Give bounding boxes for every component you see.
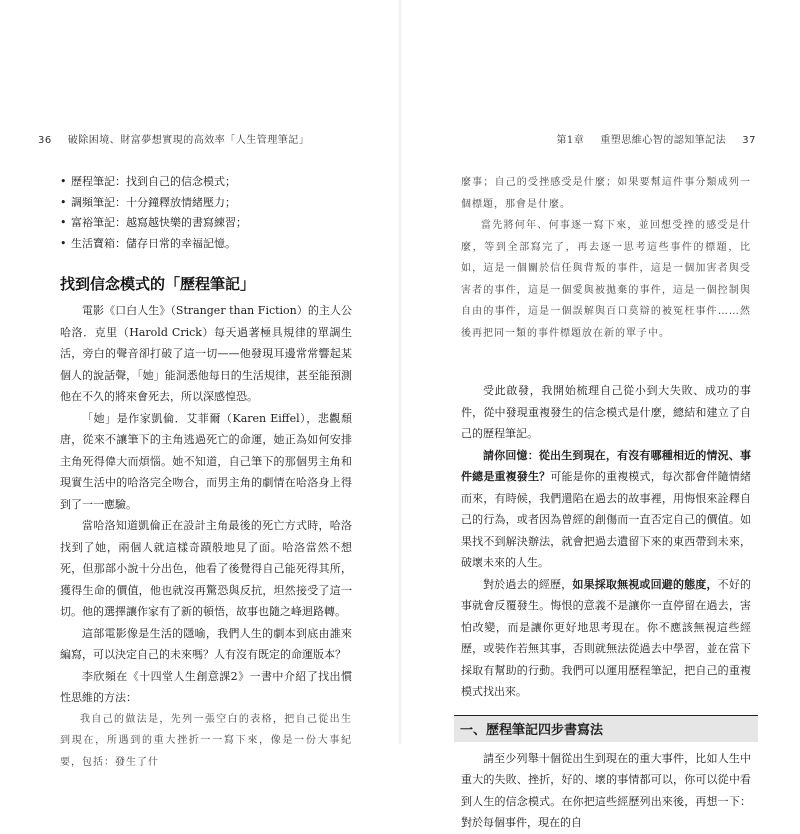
section-title-bar (454, 715, 758, 742)
notebook-type-list (60, 172, 352, 254)
left-column (60, 172, 352, 773)
body-paragraph: 對於過去的經歷，如果採取無視或回避的態度，不好的事就會反覆發生。悔恨的意義不是讓你一直停留在過去，害怕改變，而是讓你更好地思考現在。你不應該無視這些經歷，或裝作若無其事，否則就無法從過去中學習，並在當下採取有幫助的行動。我們可以運用歷程筆記，把自己的重複模式找出來。 (461, 577, 752, 698)
quote-paragraph: 我自己的做法是，先列一張空白的表格，把自己從出生到現在，所遇到的重大挫折一一寫下來，像是一份大事紀要，包括：發生了什 (60, 713, 352, 768)
bullet-icon: • (60, 195, 67, 209)
list-item: • 生活寶箱：儲存日常的幸福記憶。 (60, 234, 352, 255)
right-running-head (556, 131, 756, 146)
body-paragraph: 李欣頻在《十四堂人生創意課2》一書中介紹了找出慣性思維的方法： (60, 669, 352, 704)
section-title: 一、歷程筆記四步書寫法 (460, 722, 604, 738)
body-paragraph: 受此啟發，我開始梳理自己從小到大失敗、成功的事件，從中發現重複發生的信念模式是什麼，總結和建立了自己的歷程筆記。 (461, 384, 751, 440)
list-item: • 富裕筆記：越寫越快樂的書寫練習； (60, 213, 352, 234)
bullet-icon: • (60, 175, 67, 188)
bold-lead: 請你回憶：從出生到現在，有沒有哪種相近的情況、事件總是重複發生？ (461, 448, 751, 483)
quote-paragraph: 麼事；自己的受挫感受是什麼；如果要幫這件事分類成列一個標題，那會是什麼。 (461, 177, 751, 210)
bullet-icon: • (60, 216, 67, 229)
body-paragraph: 請至少列舉十個從出生到現在的重大事件，比如人生中重大的失敗、挫折，好的、壞的事情都可以，你可以從中看到人生的信念模式。在你把這些經歷列出來後，再想一下：對於每個事件，現在的自 (461, 751, 751, 829)
right-page (400, 0, 800, 829)
left-page (0, 0, 400, 768)
body-paragraph: 這部電影像是生活的隱喻，我們人生的劇本到底由誰來編寫，可以決定自己的未來嗎？人有沒有既定的命運版本？ (60, 626, 352, 661)
right-page-number: 37 (742, 135, 756, 146)
bullet-icon: • (60, 236, 67, 250)
bold-lead: 如果採取無視或回避的態度， (572, 577, 718, 591)
body-paragraph: 當哈洛知道凱倫正在設計主角最後的死亡方式時，哈洛找到了她，兩個人就這樣奇蹟般地見了面。哈洛當然不想死，但那部小說十分出色，他看了後覺得自己能死得其所，獲得生命的價值，他也就沒再驚恐與反抗，坦然接受了這一切。他的選擇讓作家有了新的頓悟，故事也隨之峰迴路轉。 (60, 519, 352, 618)
left-running-title: 破除困境、財富夢想實現的高效率「人生管理筆記」 (67, 135, 310, 146)
right-running-title: 重塑思維心智的認知筆記法 (600, 135, 727, 146)
quote-paragraph: 當先將何年、何事逐一寫下來，並回想受挫的感受是什麼，等到全部寫完了，再去逐一思考這些事件的標題，比如，這是一個關於信任與背叛的事件，這是一個加害者與受害者的事件，這是一個愛與被拋棄的事件，這是一個控制與自由的事件，這是一個誤解與百口莫辯的被冤枉事件……然後再把同一類的事件標題放在新的單子中。 (461, 220, 751, 339)
right-column (461, 172, 751, 834)
left-page-number: 36 (38, 135, 52, 146)
section-heading: 找到信念模式的「歷程筆記」 (60, 275, 256, 293)
body-paragraph: 請你回憶：從出生到現在，有沒有哪種相近的情況、事件總是重複發生？可能是你的重複模式，每次都會伴隨情緒而來，有時候，我們還陷在過去的故事裡，用悔恨來詮釋自己的行為，或者因為曾經的創傷而一直否定自己的價值。如果找不到解決辦法，就會把過去遺留下來的東西帶到未來，破壞未來的人生。 (461, 448, 751, 569)
chapter-label: 第1章 (556, 135, 585, 146)
list-item: • 歷程筆記：找到自己的信念模式； (60, 172, 352, 193)
body-paragraph: 電影《口白人生》（Stranger than Fiction）的主人公哈洛．克里（Harold Crick）每天過著極具規律的單調生活，旁白的聲音卻打破了這一切——他發現耳邊常常響起某個人的說話聲，「她」能洞悉他每日的生活規律，甚至能預測他在不久的將來會死去，所以深感惶恐。 (60, 304, 352, 403)
left-running-head (38, 131, 309, 146)
body-paragraph: 「她」是作家凱倫．艾菲爾（Karen Eiffel），悲觀頹唐，從來不讓筆下的主角逃過死亡的命運，她正為如何安排主角死得偉大而煩惱。她不知道，自己筆下的那個男主角和現實生活中的哈洛完全吻合，而男主角的劇情在哈洛身上得到了一一應驗。 (60, 411, 352, 511)
list-item: • 調頻筆記：十分鐘釋放情緒壓力； (60, 193, 352, 214)
